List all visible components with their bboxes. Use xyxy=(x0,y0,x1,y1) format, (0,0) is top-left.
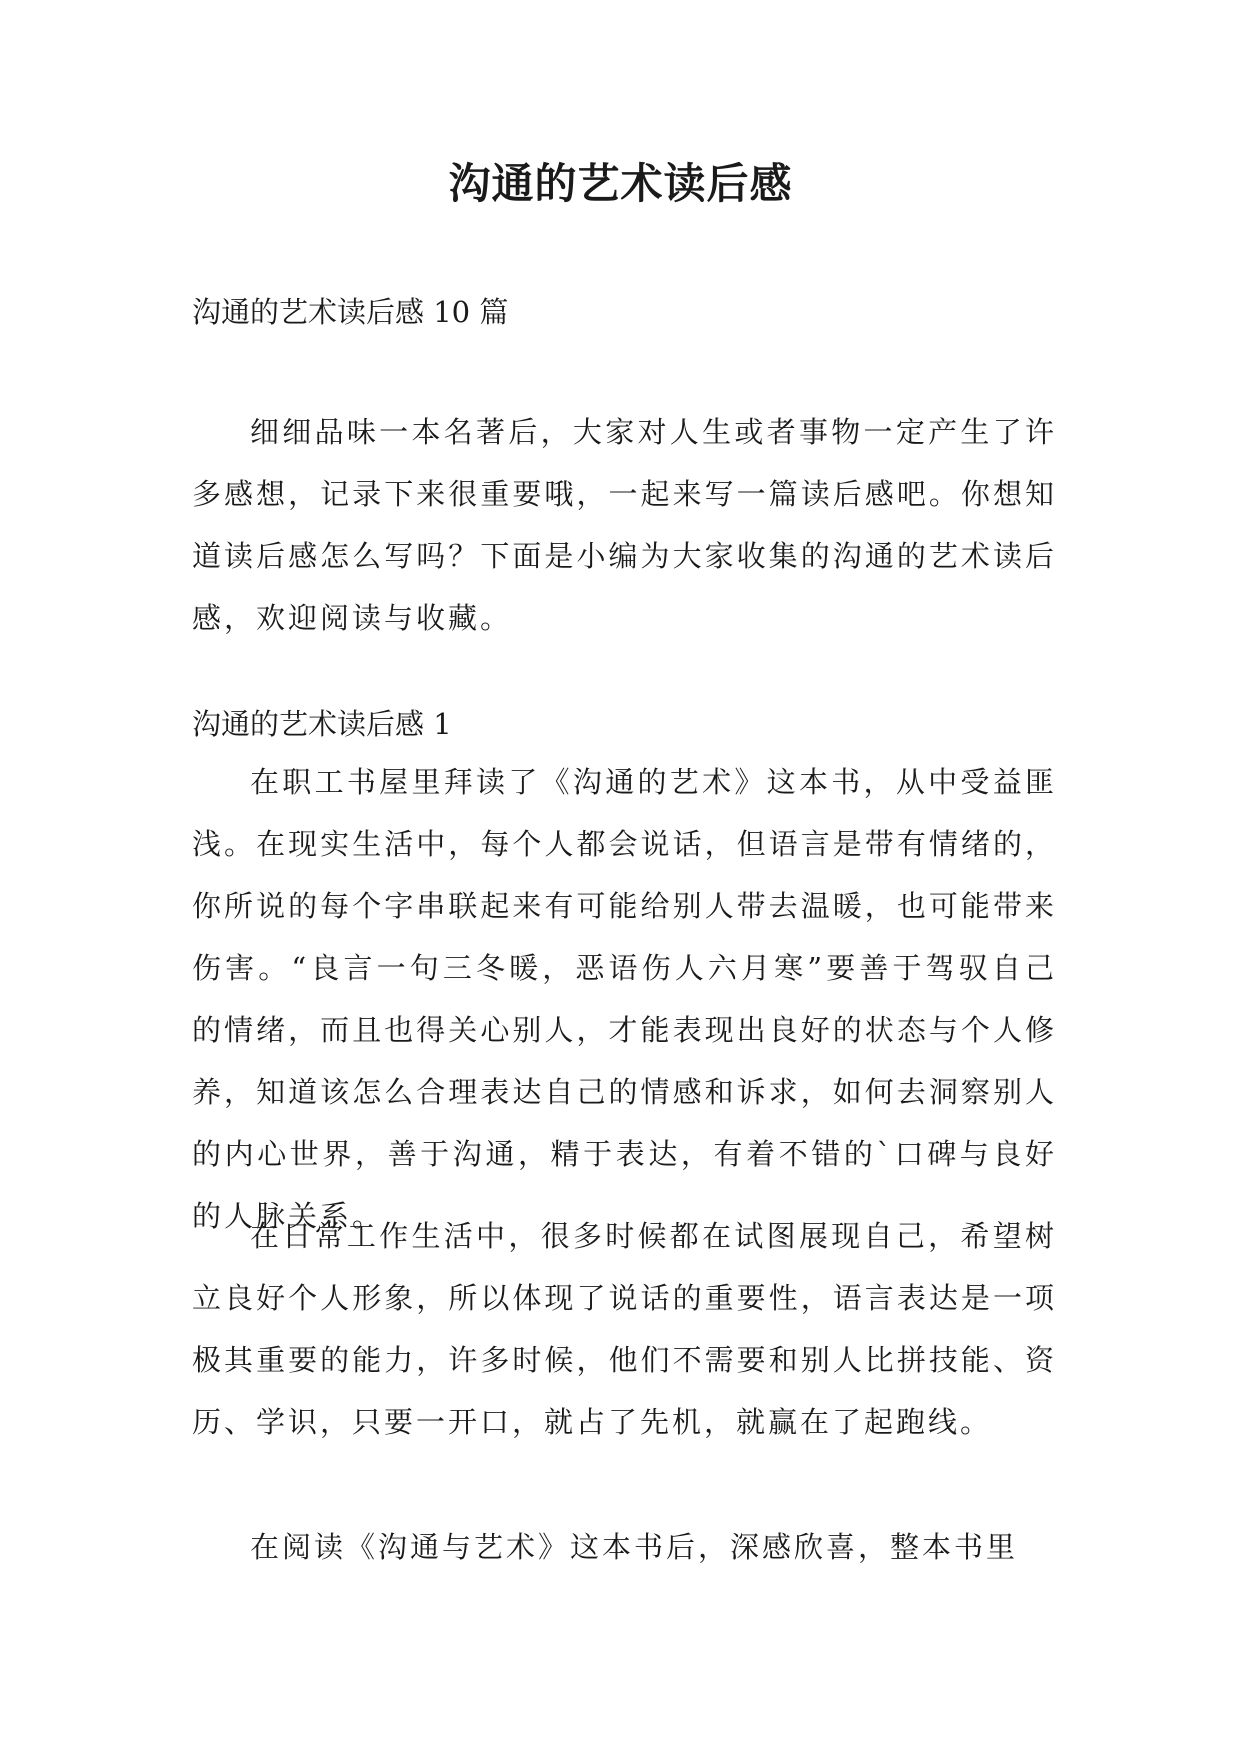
section-heading: 沟通的艺术读后感 1 xyxy=(192,707,452,741)
body-paragraph: 在日常工作生活中，很多时候都在试图展现自己，希望树立良好个人形象，所以体现了说话的重要性，语言表达是一项极其重要的能力，许多时候，他们不需要和别人比拼技能、资历、学识，只要一开口，就占了先机，就赢在了起跑线。 xyxy=(192,1219,1057,1439)
body-paragraph: 在阅读《沟通与艺术》这本书后，深感欣喜，整本书里 xyxy=(250,1530,1019,1564)
document-subtitle: 沟通的艺术读后感 10 篇 xyxy=(192,295,509,329)
document-title: 沟通的艺术读后感 xyxy=(448,159,793,208)
body-paragraph: 在职工书屋里拜读了《沟通的艺术》这本书，从中受益匪浅。在现实生活中，每个人都会说话，但语言是带有情绪的，你所说的每个字串联起来有可能给别人带去温暖，也可能带来伤害。“良言一句三冬暖，恶语伤人六月寒”要善于驾驭自己的情绪，而且也得关心别人，才能表现出良好的状态与个人修养，知道该怎么合理表达自己的情感和诉求，如何去洞察别人的内心世界，善于沟通，精于表达，有着不错的`口碑与良好的人脉关系。 xyxy=(192,765,1057,1233)
intro-paragraph: 细细品味一本名著后，大家对人生或者事物一定产生了许多感想，记录下来很重要哦，一起来写一篇读后感吧。你想知道读后感怎么写吗？下面是小编为大家收集的沟通的艺术读后感，欢迎阅读与收藏。 xyxy=(192,415,1057,635)
